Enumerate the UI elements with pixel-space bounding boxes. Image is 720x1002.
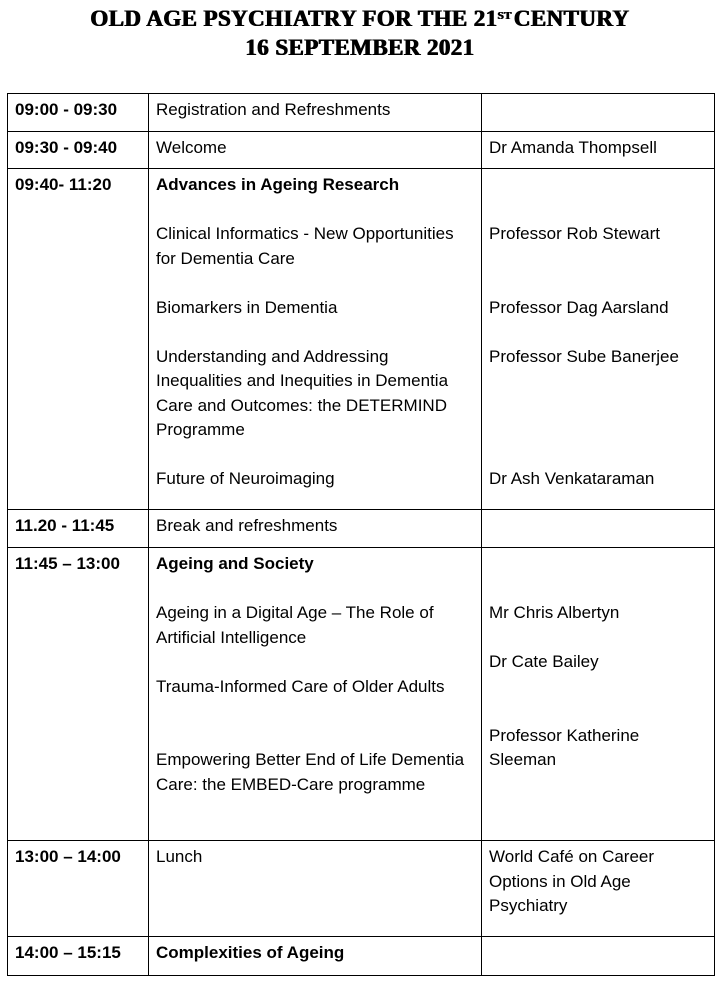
speaker-cell: Dr Amanda Thompsell [482, 131, 715, 169]
time-cell: 09:40- 11:20 [8, 169, 149, 510]
agenda-row [8, 510, 715, 548]
agenda-row [8, 937, 715, 976]
speaker-cell [482, 548, 715, 841]
time-cell: 13:00 – 14:00 [8, 841, 149, 937]
agenda-row [8, 169, 715, 510]
title-cell: Welcome [149, 131, 482, 169]
speaker-cell [482, 937, 715, 976]
talk-title: Understanding and Addressing Inequalities and Inequities in Dementia Care and Outcomes: the DETERMIND Programme [156, 346, 449, 439]
event-date: 16 SEPTEMBER 2021 [245, 35, 475, 60]
title-cell: Lunch [149, 841, 482, 937]
event-title-end: CENTURY [513, 6, 630, 31]
session-title: Advances in Ageing Research [156, 175, 400, 194]
agenda-row [8, 94, 715, 132]
session-cell [149, 548, 482, 841]
session-title: Complexities of Ageing [156, 943, 345, 962]
talk-title: Empowering Better End of Life Dementia Care: the EMBED-Care programme [156, 750, 465, 794]
talk-title: Clinical Informatics - New Opportunities for Dementia Care [156, 224, 454, 268]
talk-speaker: Dr Ash Venkataraman [489, 469, 655, 488]
agenda-row [8, 131, 715, 169]
talk-speaker: Professor Sube Banerjee [489, 346, 679, 366]
title-cell: Registration and Refreshments [149, 94, 482, 132]
talk-speaker: Professor Dag Aarsland [489, 297, 669, 317]
talk-speaker: Professor Rob Stewart [489, 224, 661, 243]
talk-title: Ageing in a Digital Age – The Role of Artificial Intelligence [156, 603, 434, 647]
session-title: Ageing and Society [156, 554, 314, 573]
agenda-row [8, 548, 715, 841]
title-cell: Break and refreshments [149, 510, 482, 548]
talk-speaker: Mr Chris Albertyn [489, 603, 620, 622]
talk-title: Biomarkers in Dementia [156, 297, 338, 317]
event-title [0, 4, 720, 33]
talk-speaker: Dr Cate Bailey [489, 652, 599, 671]
time-cell: 09:30 - 09:40 [8, 131, 149, 169]
speaker-cell [482, 94, 715, 132]
time-cell: 14:00 – 15:15 [8, 937, 149, 976]
talk-title: Future of Neuroimaging [156, 469, 335, 488]
document-header [0, 4, 720, 62]
speaker-cell: World Café on Career Options in Old Age Psychiatry [482, 841, 715, 937]
time-cell: 11.20 - 11:45 [8, 510, 149, 548]
speaker-cell [482, 510, 715, 548]
event-title-main: OLD AGE PSYCHIATRY FOR THE 21 [90, 6, 498, 31]
session-cell [149, 169, 482, 510]
event-title-superscript: ST [497, 10, 512, 22]
time-cell: 09:00 - 09:30 [8, 94, 149, 132]
agenda-row [8, 841, 715, 937]
speaker-cell [482, 169, 715, 510]
talk-title: Trauma-Informed Care of Older Adults [156, 676, 445, 696]
session-cell [149, 937, 482, 976]
time-cell: 11:45 – 13:00 [8, 548, 149, 841]
agenda-table [7, 93, 715, 976]
talk-speaker: Professor Katherine Sleeman [489, 725, 640, 769]
